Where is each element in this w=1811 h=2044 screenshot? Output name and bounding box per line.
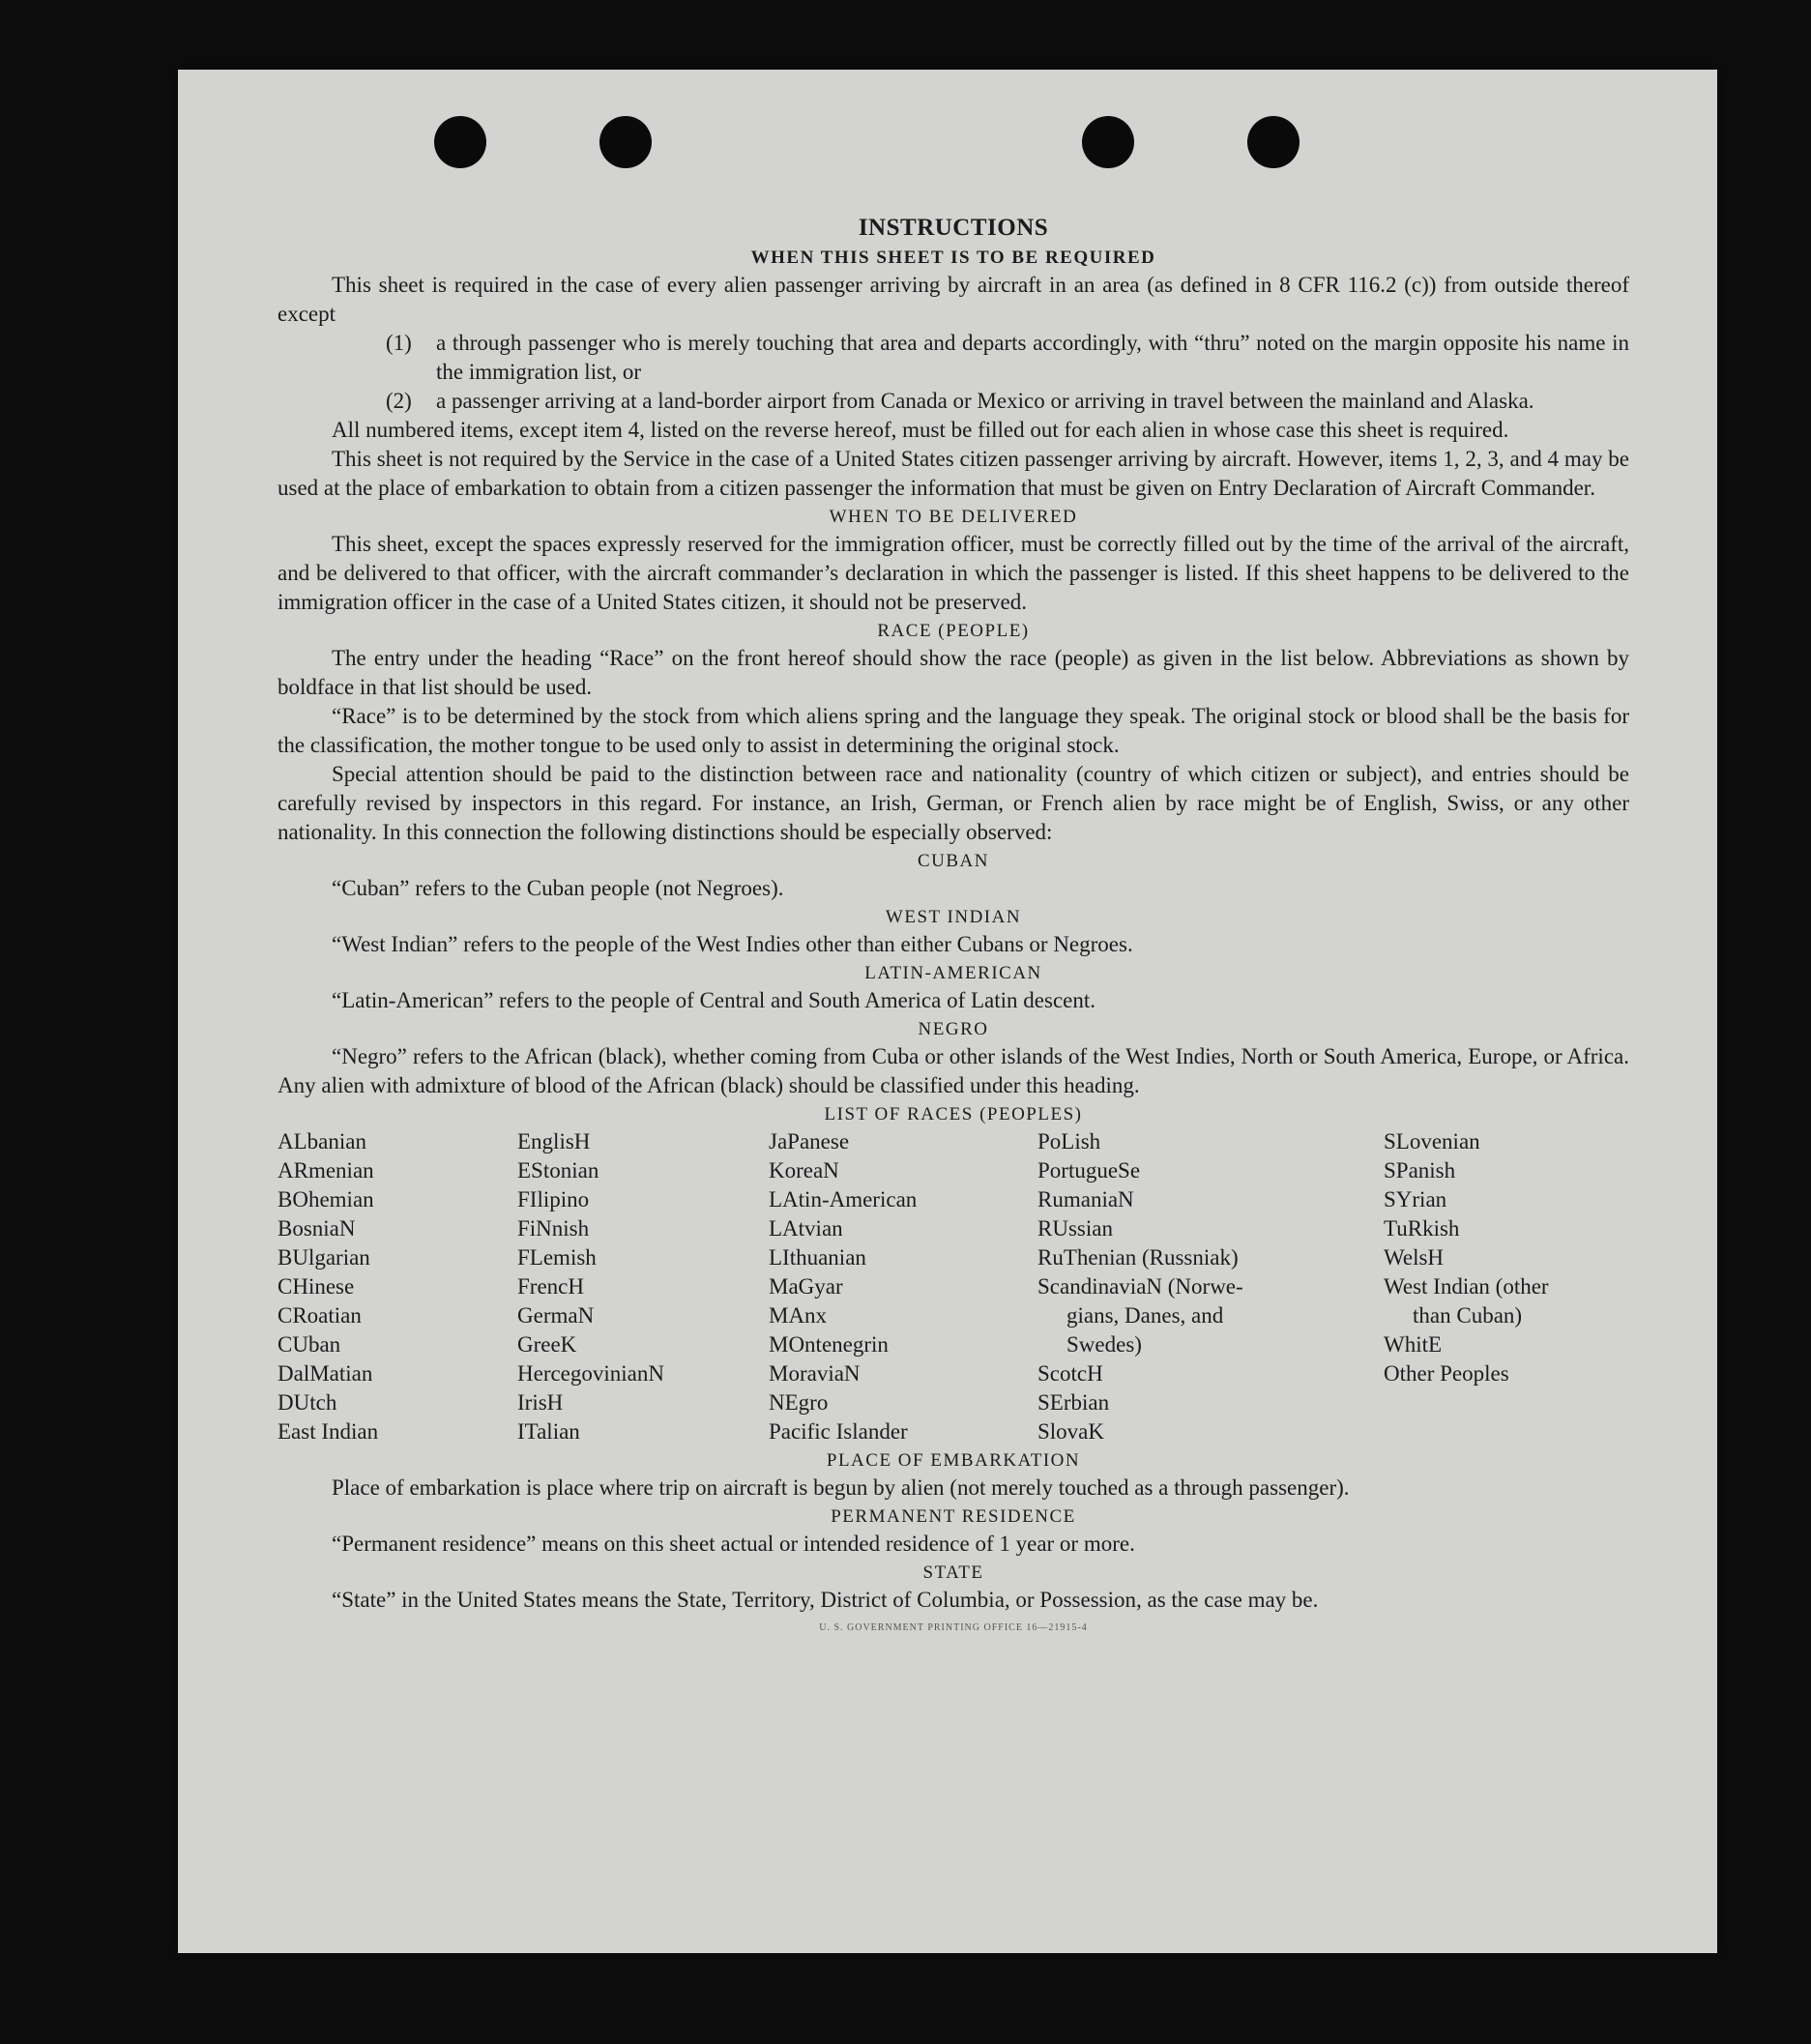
race-entry: BUlgarian [277,1245,370,1270]
section-heading: PERMANENT RESIDENCE [831,1506,1076,1527]
race-entry: SlovaK [1037,1419,1104,1444]
race-entry: RumaniaN [1037,1187,1134,1212]
section-heading: STATE [922,1562,984,1583]
paragraph: “Latin-American” refers to the people of Central and South America of Latin descent. [332,988,1095,1012]
race-entry: MOntenegrin [769,1332,889,1357]
item-text: a passenger arriving at a land-border airport from Canada or Mexico or arriving in travel between the mainland and Alaska. [436,389,1534,413]
paragraph: “State” in the United States means the State, Territory, District of Columbia, or Possession, as the case may be. [332,1588,1319,1612]
race-entry: WelsH [1384,1245,1445,1270]
race-entry: East Indian [277,1419,379,1444]
race-entry: TuRkish [1384,1216,1460,1241]
race-entry: DUtch [277,1390,337,1415]
paragraph: Place of embarkation is place where trip on aircraft is begun by alien (not merely touched as a through passenger). [332,1475,1350,1500]
paragraph: “Negro” refers to the African (black), whether coming from Cuba or other islands of the West Indies, North or South America, Europe, or Africa. Any alien with admixture of blood of the African (black) should be classified under this heading. [277,1044,1629,1097]
section-heading: RACE (PEOPLE) [877,621,1030,641]
races-column-4 [1037,1127,1384,1446]
paragraph: This sheet is not required by the Service in the case of a United States citizen passenger arriving by aircraft. However, items 1, 2, 3, and 4 may be used at the place of embarkation to obtain from a citizen passenger the information that must be given on Entry Declaration of Aircraft Commander. [277,447,1629,500]
paragraph: “Race” is to be determined by the stock from which aliens spring and the language they speak. The original stock or blood shall be the basis for the classification, the mother tongue to be used only to assist in determining the original stock. [277,704,1629,757]
paragraph: “Cuban” refers to the Cuban people (not Negroes). [332,876,784,900]
page-title: INSTRUCTIONS [858,215,1049,241]
race-entry: CHinese [277,1274,355,1299]
race-entry: Pacific Islander [769,1419,908,1444]
instructions-body [277,145,1629,1633]
race-entry: MoraviaN [769,1361,861,1386]
race-entry: ARmenian [277,1158,374,1183]
race-entry: PortugueSe [1037,1158,1141,1183]
race-entry: gians, Danes, and [1066,1303,1224,1328]
race-entry: SLovenian [1384,1129,1480,1153]
race-entry: MaGyar [769,1274,843,1299]
races-column-1 [277,1127,517,1446]
race-entry: EnglisH [517,1129,591,1153]
race-entry: NEgro [769,1390,829,1415]
race-entry: FIlipino [517,1187,590,1212]
list-item [277,387,1629,416]
paragraph: All numbered items, except item 4, listed on the reverse hereof, must be filled out for each alien in whose case this sheet is required. [332,418,1509,442]
race-entry: SErbian [1037,1390,1110,1415]
race-entry: ALbanian [277,1129,366,1153]
race-entry: CRoatian [277,1303,362,1328]
race-entry: LAtvian [769,1216,843,1241]
race-entry: SPanish [1384,1158,1456,1183]
paragraph: Special attention should be paid to the distinction between race and nationality (country of which citizen or subject), and entries should be carefully revised by inspectors in this regard. For instance, an Irish, German, or French alien by race might be of English, Swiss, or any other nationality. In this connection the following distinctions should be especially observed: [277,762,1629,844]
race-entry: FiNnish [517,1216,590,1241]
race-entry: Swedes) [1066,1332,1142,1357]
race-entry: KoreaN [769,1158,839,1183]
item-number: (1) [386,331,412,355]
paragraph: This sheet is required in the case of every alien passenger arriving by aircraft in an area (as defined in 8 CFR 116.2 (c)) from outside thereof except [277,273,1629,326]
paragraph: “West Indian” refers to the people of the West Indies other than either Cubans or Negroes. [332,932,1133,956]
race-entry: LAtin-American [769,1187,918,1212]
section-heading: PLACE OF EMBARKATION [826,1450,1081,1471]
race-entry: than Cuban) [1413,1303,1523,1328]
item-text: a through passenger who is merely touching that area and departs accordingly, with “thru” noted on the margin opposite his name in the immigration list, or [436,331,1629,384]
document-page [178,70,1717,1953]
race-entry: RUssian [1037,1216,1113,1241]
race-entry: DalMatian [277,1361,373,1386]
section-heading: WEST INDIAN [885,907,1022,927]
race-entry: BOhemian [277,1187,374,1212]
race-entry: GermaN [517,1303,595,1328]
race-entry: RuThenian (Russniak) [1037,1245,1239,1270]
section-heading: LATIN-AMERICAN [864,963,1042,983]
race-entry: EStonian [517,1158,599,1183]
races-column-3 [769,1127,1037,1446]
section-heading: CUBAN [917,851,989,871]
race-entry: HercegovinianN [517,1361,664,1386]
race-entry: IrisH [517,1390,564,1415]
paragraph: The entry under the heading “Race” on the front hereof should show the race (people) as given in the list below. Abbreviations as shown by boldface in that list should be used. [277,646,1629,699]
races-list [277,1127,1629,1446]
section-heading: NEGRO [918,1019,989,1039]
race-entry: ITalian [517,1419,580,1444]
races-column-5 [1384,1127,1629,1446]
item-number: (2) [386,389,412,413]
race-entry: FrencH [517,1274,584,1299]
race-entry: JaPanese [769,1129,850,1153]
list-item [277,329,1629,387]
paragraph: “Permanent residence” means on this sheet actual or intended residence of 1 year or more. [332,1532,1135,1556]
section-heading: WHEN TO BE DELIVERED [829,507,1078,527]
race-entry: ScotcH [1037,1361,1103,1386]
printer-imprint: U. S. GOVERNMENT PRINTING OFFICE 16—21915-4 [819,1622,1088,1633]
section-heading: LIST OF RACES (PEOPLES) [824,1104,1083,1124]
race-entry: CUban [277,1332,341,1357]
paragraph: This sheet, except the spaces expressly reserved for the immigration officer, must be correctly filled out by the time of the arrival of the aircraft, and be delivered to that officer, with the aircraft commander’s declaration in which the passenger is listed. If this sheet happens to be delivered to the immigration officer in the case of a United States citizen, it should not be preserved. [277,532,1629,614]
races-column-2 [517,1127,769,1446]
race-entry: BosniaN [277,1216,356,1241]
race-entry: GreeK [517,1332,577,1357]
section-heading: WHEN THIS SHEET IS TO BE REQUIRED [750,248,1156,268]
race-entry: MAnx [769,1303,828,1328]
race-entry: ScandinaviaN (Norwe- [1037,1274,1243,1299]
race-entry: West Indian (other [1384,1274,1549,1299]
race-entry: FLemish [517,1245,597,1270]
race-entry: SYrian [1384,1187,1447,1212]
race-entry: LIthuanian [769,1245,866,1270]
race-entry: PoLish [1037,1129,1101,1153]
race-entry: Other Peoples [1384,1361,1509,1386]
race-entry: WhitE [1384,1332,1443,1357]
